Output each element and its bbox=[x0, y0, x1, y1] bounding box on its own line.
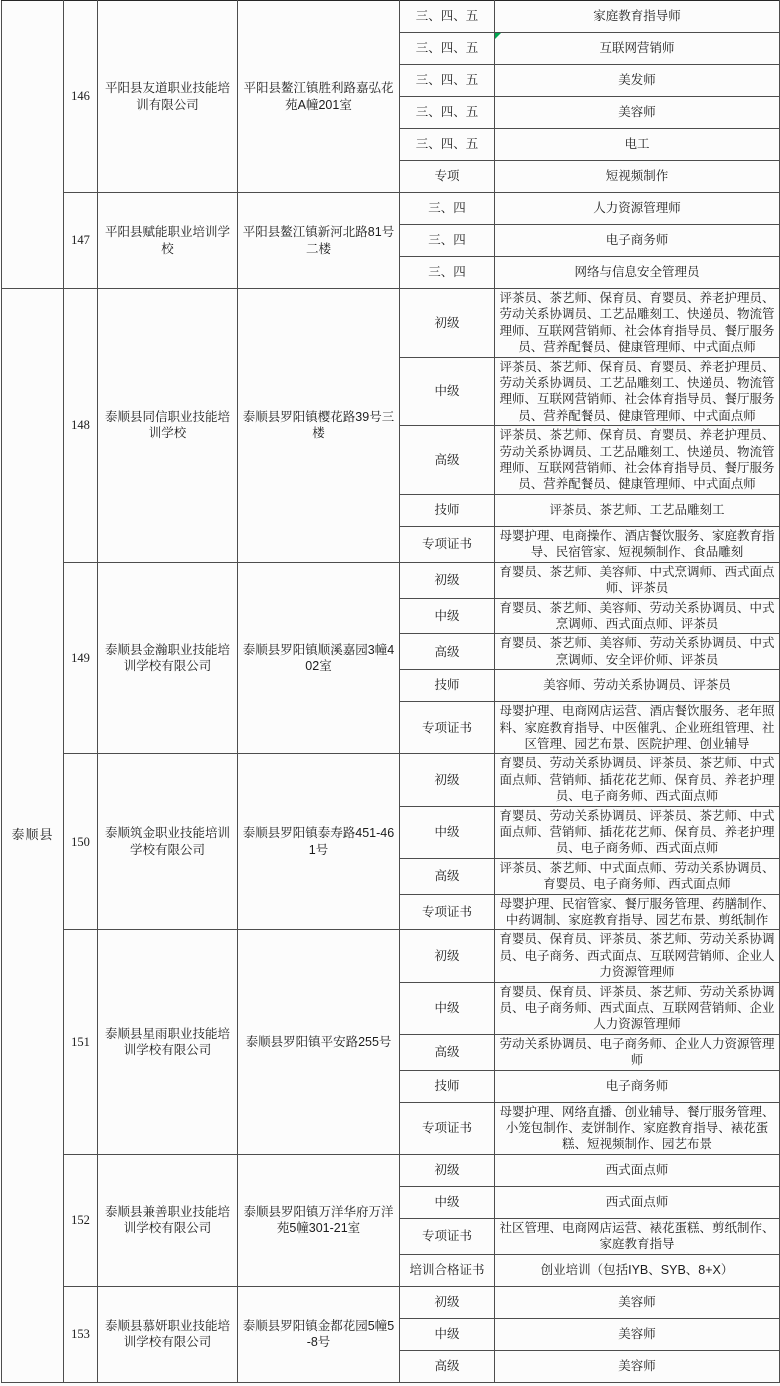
level-cell: 初级 bbox=[400, 1286, 495, 1318]
occupations-cell: 电子商务师 bbox=[495, 225, 780, 257]
occupations-cell: 育婴员、茶艺师、美容师、中式烹调师、西式面点师、评茶员 bbox=[495, 562, 780, 598]
address-cell: 泰顺县罗阳镇金都花园5幢5-8号 bbox=[238, 1286, 400, 1382]
level-cell: 技师 bbox=[400, 494, 495, 526]
table-row bbox=[2, 1154, 780, 1186]
occupations-cell: 育婴员、保育员、评茶员、茶艺师、劳动关系协调员、电子商务、西式面点、互联网营销师、企业人力资源管理师 bbox=[495, 930, 780, 982]
occupations-cell: 育婴员、保育员、评茶员、茶艺师、劳动关系协调员、电子商务师、西式面点、互联网营销师、企业人力资源管理师 bbox=[495, 982, 780, 1034]
level-cell: 中级 bbox=[400, 982, 495, 1034]
occupations-cell: 美容师、劳动关系协调员、评茶员 bbox=[495, 670, 780, 702]
occupations-cell: 育婴员、茶艺师、美容师、劳动关系协调员、中式烹调师、西式面点师、评茶员 bbox=[495, 598, 780, 634]
occupations-cell: 母婴护理、网络直播、创业辅导、餐厅服务管理、小笼包制作、麦饼制作、家庭教育指导、裱花蛋糕、短视频制作、园艺布景 bbox=[495, 1102, 780, 1154]
level-cell: 三、四 bbox=[400, 193, 495, 225]
occupations-cell: 评茶员、茶艺师、保育员、育婴员、养老护理员、劳动关系协调员、工艺品雕刻工、快递员、物流管理师、互联网营销师、社会体育指导员、餐厅服务员、营养配餐员、健康管理师、中式面点师 bbox=[495, 357, 780, 426]
level-cell: 高级 bbox=[400, 1350, 495, 1382]
row-number-cell: 149 bbox=[64, 562, 98, 754]
level-cell: 中级 bbox=[400, 806, 495, 858]
occupations-cell: 育婴员、劳动关系协调员、评茶员、茶艺师、中式面点师、营销师、插花花艺师、保育员、养老护理员、电子商务师、西式面点师 bbox=[495, 754, 780, 806]
level-cell: 技师 bbox=[400, 1070, 495, 1102]
occupations-cell: 美容师 bbox=[495, 97, 780, 129]
occupations-cell: 评茶员、茶艺师、保育员、育婴员、养老护理员、劳动关系协调员、工艺品雕刻工、快递员、物流管理师、互联网营销师、社会体育指导员、餐厅服务员、营养配餐员、健康管理师、中式面点师 bbox=[495, 426, 780, 495]
address-cell: 平阳县鳌江镇胜利路嘉弘花苑A幢201室 bbox=[238, 1, 400, 193]
level-cell: 中级 bbox=[400, 598, 495, 634]
level-cell: 三、四、五 bbox=[400, 33, 495, 65]
occupations-cell: 劳动关系协调员、电子商务师、企业人力资源管理师 bbox=[495, 1034, 780, 1070]
table-row bbox=[2, 1, 780, 33]
occupations-cell: 评茶员、茶艺师、保育员、育婴员、养老护理员、劳动关系协调员、工艺品雕刻工、快递员、物流管理师、互联网营销师、社会体育指导员、餐厅服务员、营养配餐员、健康管理师、中式面点师 bbox=[495, 289, 780, 358]
school-name-cell: 泰顺县兼善职业技能培训学校有限公司 bbox=[98, 1154, 238, 1286]
occupations-cell: 创业培训（包括IYB、SYB、8+X） bbox=[495, 1254, 780, 1286]
occupations-cell: 育婴员、茶艺师、美容师、劳动关系协调员、中式烹调师、安全评价师、评茶员 bbox=[495, 634, 780, 670]
address-cell: 泰顺县罗阳镇樱花路39号三楼 bbox=[238, 289, 400, 563]
occupations-cell: 西式面点师 bbox=[495, 1186, 780, 1218]
occupations-cell: 网络与信息安全管理员 bbox=[495, 257, 780, 289]
level-cell: 专项 bbox=[400, 161, 495, 193]
county-cell bbox=[2, 1, 64, 289]
training-providers-table bbox=[1, 0, 780, 1383]
occupations-cell: 家庭教育指导师 bbox=[495, 1, 780, 33]
row-number-cell: 151 bbox=[64, 930, 98, 1154]
occupations-cell: 美容师 bbox=[495, 1350, 780, 1382]
school-name-cell: 泰顺县星雨职业技能培训学校有限公司 bbox=[98, 930, 238, 1154]
level-cell: 高级 bbox=[400, 634, 495, 670]
level-cell: 初级 bbox=[400, 562, 495, 598]
occupations-cell: 评茶员、茶艺师、中式面点师、劳动关系协调员、育婴员、电子商务师、西式面点师 bbox=[495, 858, 780, 894]
table-row bbox=[2, 193, 780, 225]
level-cell: 培训合格证书 bbox=[400, 1254, 495, 1286]
level-cell: 初级 bbox=[400, 930, 495, 982]
row-number-cell: 147 bbox=[64, 193, 98, 289]
level-cell: 三、四、五 bbox=[400, 65, 495, 97]
occupations-cell: 电子商务师 bbox=[495, 1070, 780, 1102]
occupations-cell: 美容师 bbox=[495, 1318, 780, 1350]
level-cell: 高级 bbox=[400, 426, 495, 495]
level-cell: 高级 bbox=[400, 858, 495, 894]
row-number-cell: 148 bbox=[64, 289, 98, 563]
level-cell: 专项证书 bbox=[400, 894, 495, 930]
level-cell: 高级 bbox=[400, 1034, 495, 1070]
level-cell: 中级 bbox=[400, 357, 495, 426]
occupations-cell: 母婴护理、电商网店运营、酒店餐饮服务、老年照料、家庭教育指导、中医催乳、企业班组管理、社区管理、园艺布景、医院护理、创业辅导 bbox=[495, 702, 780, 754]
occupations-cell: 互联网营销师 bbox=[495, 33, 780, 65]
address-cell: 平阳县鳌江镇新河北路81号二楼 bbox=[238, 193, 400, 289]
address-cell: 泰顺县罗阳镇顺溪嘉园3幢402室 bbox=[238, 562, 400, 754]
occupations-cell: 母婴护理、民宿管家、餐厅服务管理、药膳制作、中药调制、家庭教育指导、园艺布景、剪纸制作 bbox=[495, 894, 780, 930]
occupations-cell: 人力资源管理师 bbox=[495, 193, 780, 225]
occupations-cell: 育婴员、劳动关系协调员、评茶员、茶艺师、中式面点师、营销师、插花花艺师、保育员、养老护理员、电子商务师、西式面点师 bbox=[495, 806, 780, 858]
address-cell: 泰顺县罗阳镇泰寿路451-461号 bbox=[238, 754, 400, 930]
row-number-cell: 152 bbox=[64, 1154, 98, 1286]
school-name-cell: 泰顺筑金职业技能培训学校有限公司 bbox=[98, 754, 238, 930]
school-name-cell: 平阳县友道职业技能培训有限公司 bbox=[98, 1, 238, 193]
level-cell: 初级 bbox=[400, 754, 495, 806]
row-number-cell: 153 bbox=[64, 1286, 98, 1382]
level-cell: 专项证书 bbox=[400, 1102, 495, 1154]
school-name-cell: 泰顺县同信职业技能培训学校 bbox=[98, 289, 238, 563]
table-row bbox=[2, 754, 780, 806]
occupations-cell: 电工 bbox=[495, 129, 780, 161]
occupations-cell: 评茶员、茶艺师、工艺品雕刻工 bbox=[495, 494, 780, 526]
school-name-cell: 泰顺县金瀚职业技能培训学校有限公司 bbox=[98, 562, 238, 754]
row-number-cell: 150 bbox=[64, 754, 98, 930]
table-row bbox=[2, 289, 780, 358]
schedule-table-body bbox=[2, 1, 780, 1383]
level-cell: 初级 bbox=[400, 1154, 495, 1186]
occupations-cell: 社区管理、电商网店运营、裱花蛋糕、剪纸制作、家庭教育指导 bbox=[495, 1218, 780, 1254]
address-cell: 泰顺县罗阳镇平安路255号 bbox=[238, 930, 400, 1154]
table-row bbox=[2, 930, 780, 982]
level-cell: 中级 bbox=[400, 1186, 495, 1218]
occupations-cell: 母婴护理、电商操作、酒店餐饮服务、家庭教育指导、民宿管家、短视频制作、食品雕刻 bbox=[495, 526, 780, 562]
county-cell: 泰顺县 bbox=[2, 289, 64, 1383]
school-name-cell: 泰顺县慕妍职业技能培训学校有限公司 bbox=[98, 1286, 238, 1382]
level-cell: 初级 bbox=[400, 289, 495, 358]
table-row bbox=[2, 562, 780, 598]
level-cell: 专项证书 bbox=[400, 526, 495, 562]
comment-marker-icon bbox=[495, 33, 501, 39]
occupations-cell: 短视频制作 bbox=[495, 161, 780, 193]
level-cell: 中级 bbox=[400, 1318, 495, 1350]
occupations-cell: 美容师 bbox=[495, 1286, 780, 1318]
address-cell: 泰顺县罗阳镇万洋华府万洋苑5幢301-21室 bbox=[238, 1154, 400, 1286]
level-cell: 三、四、五 bbox=[400, 129, 495, 161]
level-cell: 专项证书 bbox=[400, 1218, 495, 1254]
level-cell: 三、四 bbox=[400, 225, 495, 257]
occupations-cell: 美发师 bbox=[495, 65, 780, 97]
level-cell: 三、四、五 bbox=[400, 1, 495, 33]
occupations-cell: 西式面点师 bbox=[495, 1154, 780, 1186]
school-name-cell: 平阳县赋能职业培训学校 bbox=[98, 193, 238, 289]
level-cell: 技师 bbox=[400, 670, 495, 702]
level-cell: 三、四、五 bbox=[400, 97, 495, 129]
table-row bbox=[2, 1286, 780, 1318]
row-number-cell: 146 bbox=[64, 1, 98, 193]
level-cell: 三、四 bbox=[400, 257, 495, 289]
level-cell: 专项证书 bbox=[400, 702, 495, 754]
